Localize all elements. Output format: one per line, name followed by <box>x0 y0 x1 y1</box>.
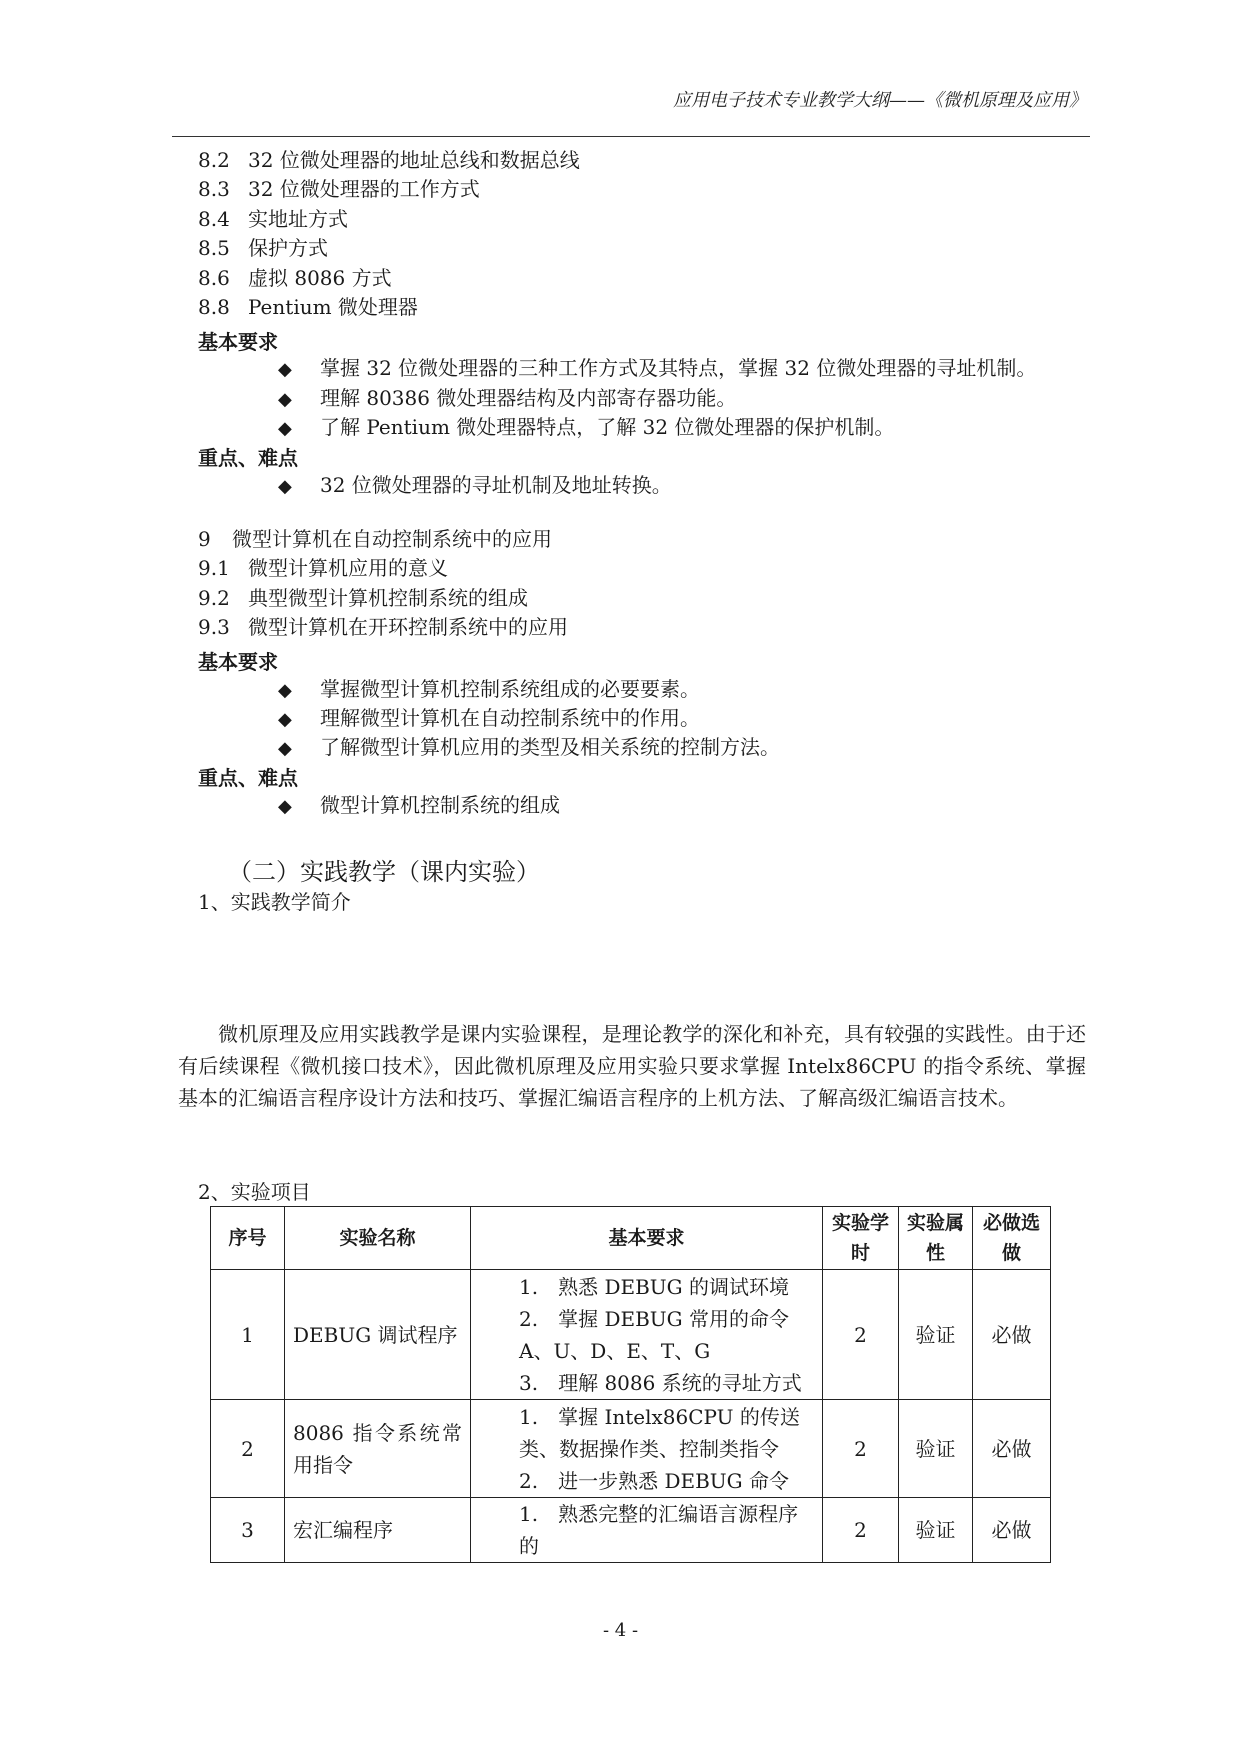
cell-hours: 2 <box>823 1270 899 1400</box>
key-point-item: ◆ 32 位微处理器的寻址机制及地址转换。 <box>278 473 672 497</box>
cell-experiment-name: 8086 指令系统常用指令 <box>285 1400 471 1498</box>
diamond-bullet-icon: ◆ <box>278 796 292 817</box>
subsection-title: 2、实验项目 <box>198 1180 311 1204</box>
toc-item-8-4: 8.4 实地址方式 <box>198 207 348 231</box>
requirement-line: 1. 熟悉 DEBUG 的调试环境 <box>519 1274 789 1299</box>
intro-paragraph: 微机原理及应用实践教学是课内实验课程，是理论教学的深化和补充，具有较强的实践性。由于还有后续课程《微机接口技术》，因此微机原理及应用实验只要求掌握 Intelx86CPU 的指令系统、掌握基本的汇编语言程序设计方法和技巧、掌握汇编语言程序的上机方法、了解高级汇编语言技术。 <box>178 1022 1086 1110</box>
column-header: 序号 <box>211 1207 285 1270</box>
subsection-title: 1、实践教学简介 <box>198 890 351 914</box>
chapter-9-title: 9 微型计算机在自动控制系统中的应用 <box>198 527 552 551</box>
diamond-bullet-icon: ◆ <box>278 389 292 410</box>
table-row <box>211 1498 1051 1563</box>
requirement-line: 1. 熟悉完整的汇编语言源程序的 <box>519 1502 799 1558</box>
cell-required: 必做 <box>973 1400 1051 1498</box>
page-number: - 4 - <box>602 1620 639 1641</box>
cell-required: 必做 <box>973 1498 1051 1563</box>
table-row <box>211 1270 1051 1400</box>
toc-item-9-3: 9.3 微型计算机在开环控制系统中的应用 <box>198 615 568 639</box>
cell-experiment-name: DEBUG 调试程序 <box>285 1270 471 1400</box>
requirement-item: ◆ 理解微型计算机在自动控制系统中的作用。 <box>278 706 700 730</box>
requirement-item: ◆ 掌握 32 位微处理器的三种工作方式及其特点，掌握 32 位微处理器的寻址机制。 <box>278 356 1037 380</box>
cell-type: 验证 <box>899 1498 973 1563</box>
toc-item-8-6: 8.6 虚拟 8086 方式 <box>198 266 392 290</box>
column-header: 实验属性 <box>899 1207 973 1270</box>
column-header: 必做选做 <box>973 1207 1051 1270</box>
diamond-bullet-icon: ◆ <box>278 680 292 701</box>
key-points-heading: 重点、难点 <box>198 766 298 790</box>
page-header: 应用电子技术专业教学大纲——《微机原理及应用》 <box>673 90 1087 111</box>
section-title: （二）实践教学（课内实验） <box>228 858 540 886</box>
toc-item-9-1: 9.1 微型计算机应用的意义 <box>198 556 448 580</box>
toc-item-8-3: 8.3 32 位微处理器的工作方式 <box>198 177 480 201</box>
requirement-line: 2. 掌握 DEBUG 常用的命令 A、U、D、E、T、G <box>519 1306 789 1363</box>
requirement-item: ◆ 了解微型计算机应用的类型及相关系统的控制方法。 <box>278 735 780 759</box>
requirement-line: 3. 理解 8086 系统的寻址方式 <box>519 1370 802 1395</box>
table-header-row <box>211 1207 1051 1270</box>
toc-item-9-2: 9.2 典型微型计算机控制系统的组成 <box>198 586 528 610</box>
experiment-table <box>210 1206 1051 1563</box>
cell-required: 必做 <box>973 1270 1051 1400</box>
requirement-item: ◆ 了解 Pentium 微处理器特点，了解 32 位微处理器的保护机制。 <box>278 415 895 439</box>
header-divider <box>172 136 1090 137</box>
requirement-item: ◆ 理解 80386 微处理器结构及内部寄存器功能。 <box>278 386 737 410</box>
diamond-bullet-icon: ◆ <box>278 738 292 759</box>
diamond-bullet-icon: ◆ <box>278 709 292 730</box>
table-row <box>211 1400 1051 1498</box>
cell-number: 3 <box>211 1498 285 1563</box>
basic-requirements-heading: 基本要求 <box>198 650 278 674</box>
toc-item-8-8: 8.8 Pentium 微处理器 <box>198 295 418 319</box>
cell-requirements <box>471 1498 823 1563</box>
requirement-item: ◆ 掌握微型计算机控制系统组成的必要要素。 <box>278 677 700 701</box>
requirement-line: 1. 掌握 Intelx86CPU 的传送类、数据操作类、控制类指令 <box>519 1404 800 1461</box>
basic-requirements-heading: 基本要求 <box>198 330 278 354</box>
diamond-bullet-icon: ◆ <box>278 418 292 439</box>
cell-hours: 2 <box>823 1498 899 1563</box>
key-point-item: ◆ 微型计算机控制系统的组成 <box>278 793 560 817</box>
cell-number: 1 <box>211 1270 285 1400</box>
diamond-bullet-icon: ◆ <box>278 359 292 380</box>
requirement-line: 2. 进一步熟悉 DEBUG 命令 <box>519 1468 789 1493</box>
key-points-heading: 重点、难点 <box>198 446 298 470</box>
cell-requirements <box>471 1270 823 1400</box>
cell-experiment-name: 宏汇编程序 <box>285 1498 471 1563</box>
cell-type: 验证 <box>899 1400 973 1498</box>
column-header: 实验学时 <box>823 1207 899 1270</box>
diamond-bullet-icon: ◆ <box>278 476 292 497</box>
cell-number: 2 <box>211 1400 285 1498</box>
column-header: 实验名称 <box>285 1207 471 1270</box>
cell-requirements <box>471 1400 823 1498</box>
column-header: 基本要求 <box>471 1207 823 1270</box>
cell-type: 验证 <box>899 1270 973 1400</box>
cell-hours: 2 <box>823 1400 899 1498</box>
toc-item-8-2: 8.2 32 位微处理器的地址总线和数据总线 <box>198 148 580 172</box>
toc-item-8-5: 8.5 保护方式 <box>198 236 328 260</box>
